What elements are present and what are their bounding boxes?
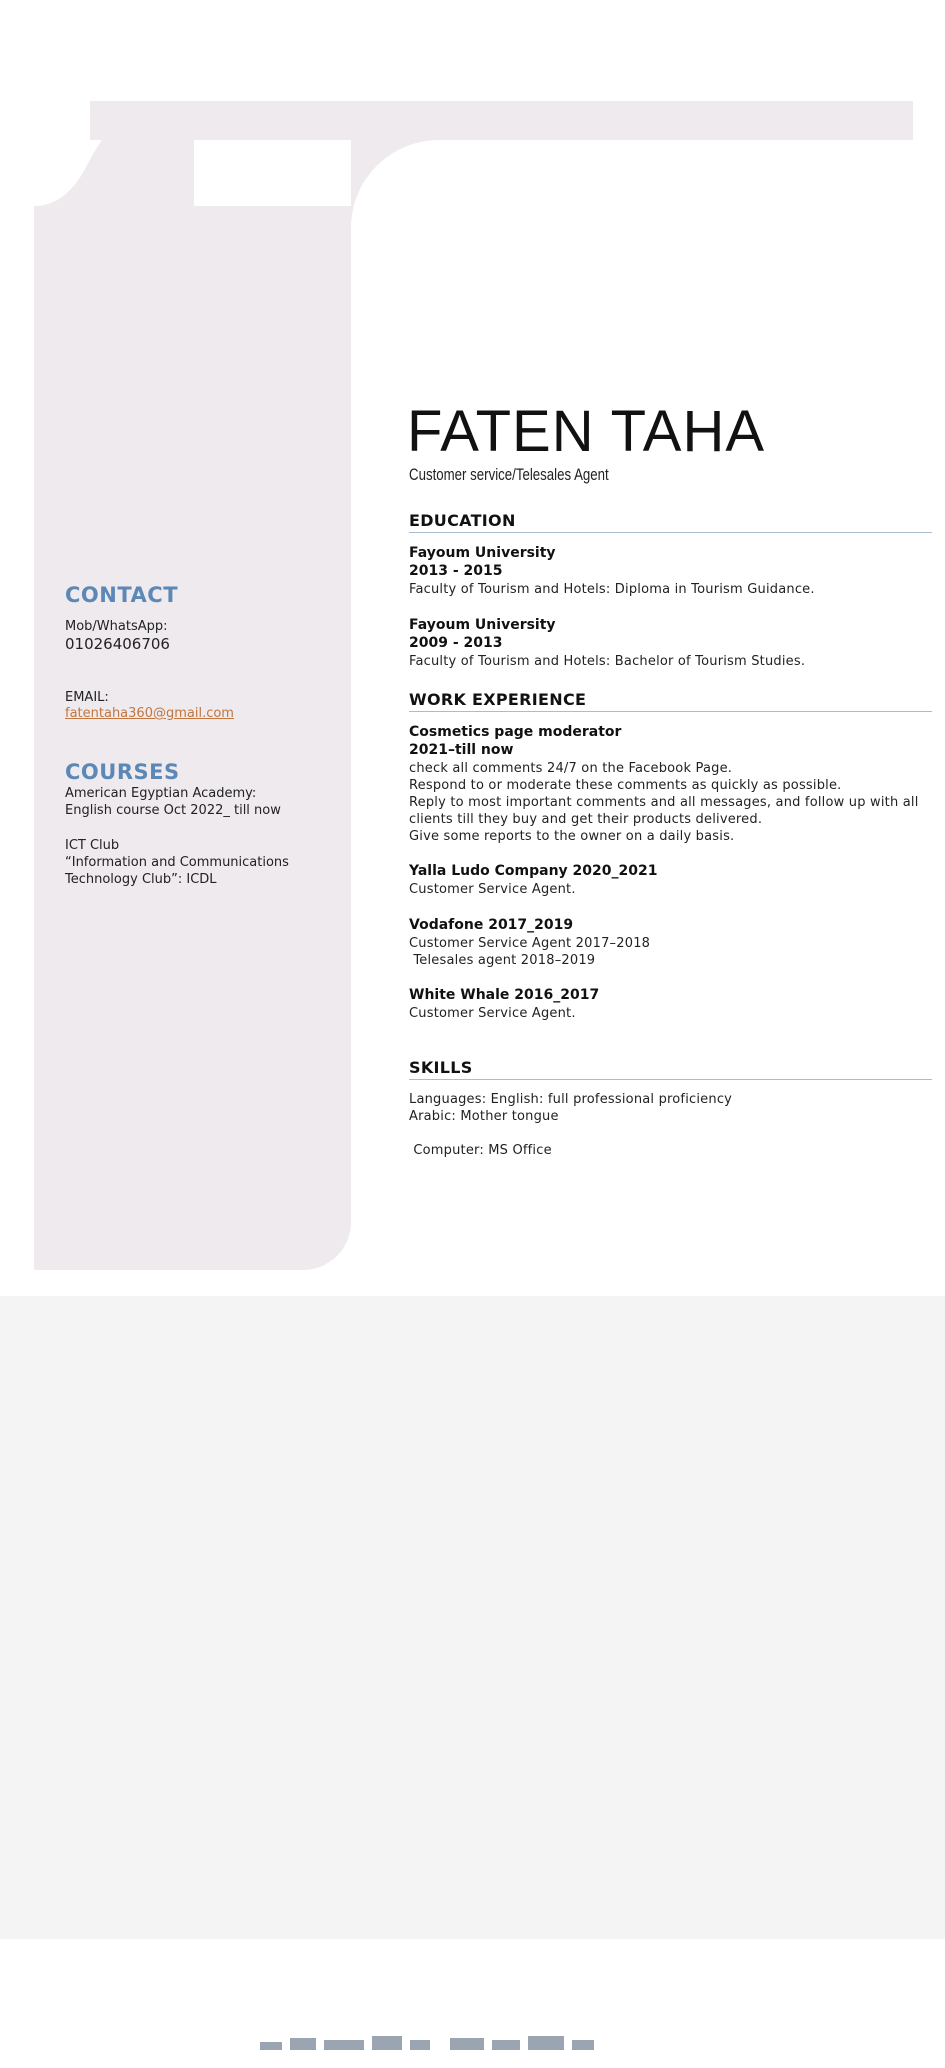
skill-line: Arabic: Mother tongue	[409, 1109, 559, 1124]
job-duty: Reply to most important comments and all messages, and follow up with all	[409, 795, 919, 810]
skill-line: Computer: MS Office	[409, 1143, 552, 1158]
job-title: Vodafone 2017_2019	[409, 917, 574, 933]
job-title: Cosmetics page moderator	[409, 724, 622, 740]
job-role: Customer Service Agent 2017–2018	[409, 936, 651, 951]
courses-heading: COURSES	[65, 760, 180, 784]
education-detail: Faculty of Tourism and Hotels: Diploma in Tourism Guidance.	[409, 582, 815, 597]
education-years: 2013 - 2015	[409, 563, 503, 579]
job-period: 2021–till now	[409, 742, 514, 758]
job-tagline: Customer service/Telesales Agent	[409, 465, 609, 484]
job-role: Customer Service Agent.	[409, 1006, 576, 1021]
course-line: English course Oct 2022_ till now	[65, 803, 281, 818]
page-gap	[0, 1296, 945, 1939]
job-duty: clients till they buy and get their products delivered.	[409, 812, 763, 827]
course-line: ICT Club	[65, 838, 120, 853]
work-experience-heading: WORK EXPERIENCE	[409, 690, 932, 712]
job-title: White Whale 2016_2017	[409, 987, 600, 1003]
sidebar-panel	[34, 206, 351, 1270]
course-line: “Information and Communications	[65, 855, 289, 870]
education-years: 2009 - 2013	[409, 635, 503, 651]
education-school: Fayoum University	[409, 545, 556, 561]
job-role: Customer Service Agent.	[409, 882, 576, 897]
education-detail: Faculty of Tourism and Hotels: Bachelor of Tourism Studies.	[409, 654, 806, 669]
course-line: Technology Club”: ICDL	[65, 872, 217, 887]
education-heading: EDUCATION	[409, 511, 932, 533]
job-duty: check all comments 24/7 on the Facebook Page.	[409, 761, 733, 776]
email-label: EMAIL:	[65, 690, 109, 705]
mobile-label: Mob/WhatsApp:	[65, 619, 168, 634]
job-duty: Respond to or moderate these comments as quickly as possible.	[409, 778, 842, 793]
education-school: Fayoum University	[409, 617, 556, 633]
mobile-value: 01026406706	[65, 635, 170, 653]
skill-line: Languages: English: full professional proficiency	[409, 1092, 733, 1107]
candidate-name: FATEN TAHA	[407, 399, 766, 464]
job-duty: Give some reports to the owner on a daily basis.	[409, 829, 735, 844]
contact-heading: CONTACT	[65, 583, 179, 607]
next-page-partial-heading	[260, 2028, 680, 2068]
top-decorative-band	[90, 101, 913, 140]
job-role: Telesales agent 2018–2019	[409, 953, 596, 968]
course-line: American Egyptian Academy:	[65, 786, 257, 801]
job-title: Yalla Ludo Company 2020_2021	[409, 863, 658, 879]
skills-heading: SKILLS	[409, 1058, 932, 1080]
email-link[interactable]: fatentaha360@gmail.com	[65, 706, 234, 721]
